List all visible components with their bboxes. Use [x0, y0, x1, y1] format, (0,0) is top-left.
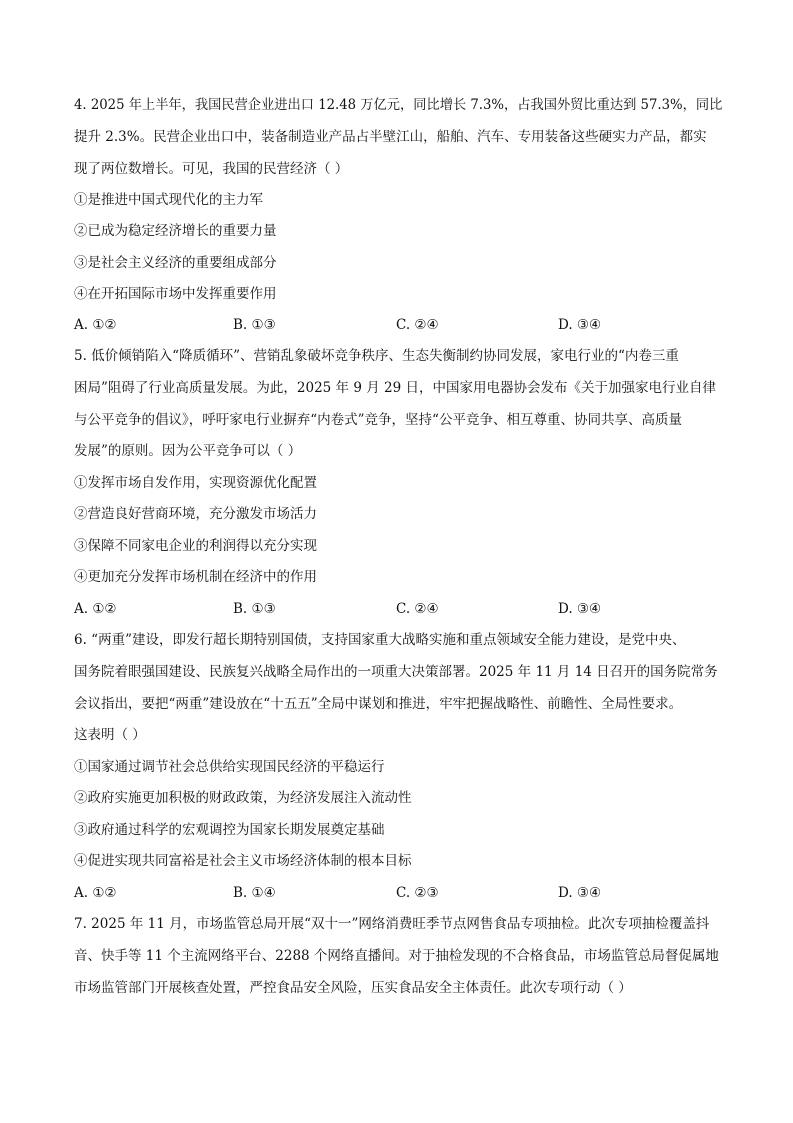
q5-item-1: ①发挥市场自发作用，实现资源优化配置 [74, 475, 317, 491]
q5-line-1: 5. 低价倾销陷入“降质循环”、营销乱象破坏竞争秩序、生态失衡制约协同发展，家电行业的“内卷三重 [74, 348, 679, 364]
q5-item-3: ③保障不同家电企业的利润得以充分实现 [74, 538, 317, 554]
q5-line-4: 发展”的原则。因为公平竞争可以（ ） [74, 443, 302, 459]
q5-choice-b[interactable]: B. ①③ [233, 601, 276, 617]
q6-item-1: ①国家通过调节社会总供给实现国民经济的平稳运行 [74, 759, 385, 775]
q6-line-2: 国务院着眼强国建设、民族复兴战略全局作出的一项重大决策部署。2025 年 11 月 14 日召开的国务院常务 [74, 664, 718, 680]
q4-choice-b[interactable]: B. ①③ [233, 317, 276, 333]
q4-choice-c[interactable]: C. ②④ [396, 317, 439, 333]
q4-item-1: ①是推进中国式现代化的主力军 [74, 192, 263, 208]
q6-item-4: ④促进实现共同富裕是社会主义市场经济体制的根本目标 [74, 853, 412, 869]
q5-line-2: 困局”阻碍了行业高质量发展。为此，2025 年 9 月 29 日，中国家用电器协会发布《关于加强家电行业自律 [74, 380, 716, 396]
q5-choice-c[interactable]: C. ②④ [396, 601, 439, 617]
q6-line-1: 6. “两重”建设，即发行超长期特别国债，支持国家重大战略实施和重点领域安全能力建设，是党中央、 [74, 632, 686, 648]
q4-choice-d[interactable]: D. ③④ [558, 317, 602, 333]
q5-choice-d[interactable]: D. ③④ [558, 601, 602, 617]
q6-item-3: ③政府通过科学的宏观调控为国家长期发展奠定基础 [74, 822, 385, 838]
q4-line-3: 现了两位数增长。可见，我国的民营经济（ ） [74, 161, 349, 177]
q4-item-2: ②已成为稳定经济增长的重要力量 [74, 223, 277, 239]
q6-choice-c[interactable]: C. ②③ [396, 885, 439, 901]
q6-choice-d[interactable]: D. ③④ [558, 885, 602, 901]
q5-line-3: 与公平竞争的倡议》，呼吁家电行业摒弃“内卷式”竞争，坚持“公平竞争、相互尊重、协同共享、高质量 [74, 412, 682, 428]
q7-line-1: 7. 2025 年 11 月，市场监管总局开展“双十一”网络消费旺季节点网售食品专项抽检。此次专项抽检覆盖抖 [74, 916, 710, 932]
q7-line-3: 市场监管部门开展核查处置，严控食品安全风险，压实食品安全主体责任。此次专项行动（ ） [74, 980, 632, 996]
q5-item-2: ②营造良好营商环境，充分激发市场活力 [74, 506, 317, 522]
q6-choice-a[interactable]: A. ①② [74, 885, 117, 901]
q4-item-4: ④在开拓国际市场中发挥重要作用 [74, 286, 277, 302]
q4-choice-a[interactable]: A. ①② [74, 317, 117, 333]
q5-item-4: ④更加充分发挥市场机制在经济中的作用 [74, 569, 317, 585]
q5-choice-a[interactable]: A. ①② [74, 601, 117, 617]
q4-line-1: 4. 2025 年上半年，我国民营企业进出口 12.48 万亿元，同比增长 7.3%，占我国外贸比重达到 57.3%，同比 [74, 97, 723, 113]
q6-choice-b[interactable]: B. ①④ [233, 885, 276, 901]
q7-line-2: 音、快手等 11 个主流网络平台、2288 个网络直播间。对于抽检发现的不合格食品，市场监管总局督促属地 [74, 948, 719, 964]
q6-line-4: 这表明（ ） [74, 727, 146, 743]
q4-line-2: 提升 2.3%。民营企业出口中，装备制造业产品占半壁江山，船舶、汽车、专用装备这些硬实力产品，都实 [74, 129, 707, 145]
q6-line-3: 会议指出，要把“两重”建设放在“十五五”全局中谋划和推进，牢牢把握战略性、前瞻性、全局性要求。 [74, 696, 683, 712]
q6-item-2: ②政府实施更加积极的财政政策，为经济发展注入流动性 [74, 790, 412, 806]
q4-item-3: ③是社会主义经济的重要组成部分 [74, 255, 277, 271]
